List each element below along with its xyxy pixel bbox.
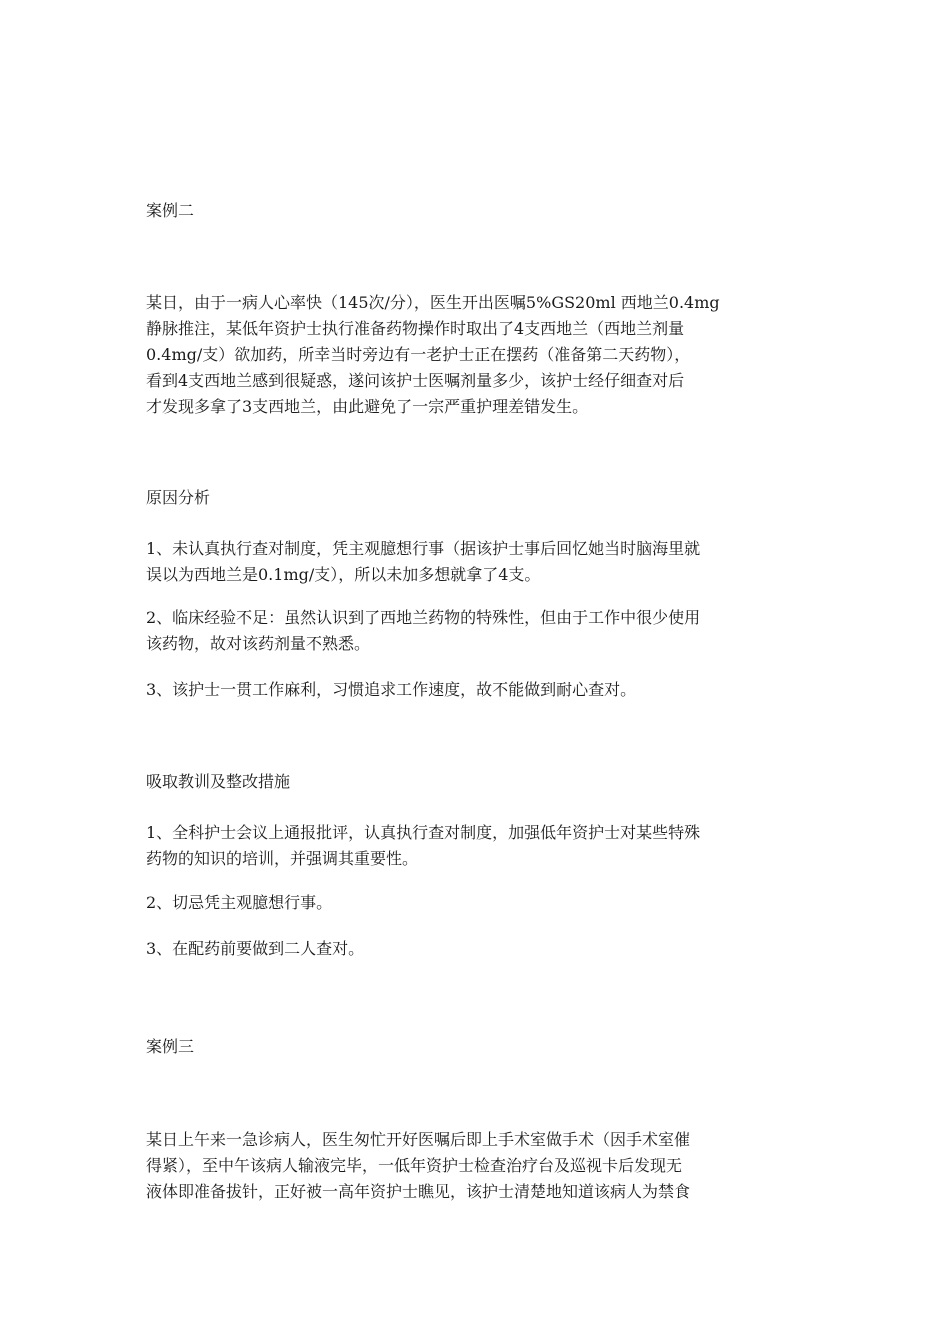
lesson-item-1-line-1: 1、全科护士会议上通报批评，认真执行查对制度，加强低年资护士对某些特殊 bbox=[146, 823, 701, 842]
case-two-heading: 案例二 bbox=[146, 201, 195, 220]
case-two-line-4: 看到4支西地兰感到很疑惑，遂问该护士医嘱剂量多少，该护士经仔细查对后 bbox=[146, 371, 685, 390]
cause-item-1-line-2: 误以为西地兰是0.1mg/支），所以未加多想就拿了4支。 bbox=[146, 565, 541, 584]
cause-analysis-heading: 原因分析 bbox=[146, 488, 211, 507]
case-three-line-1: 某日上午来一急诊病人，医生匆忙开好医嘱后即上手术室做手术（因手术室催 bbox=[146, 1130, 691, 1149]
cause-item-2-line-1: 2、临床经验不足：虽然认识到了西地兰药物的特殊性，但由于工作中很少使用 bbox=[146, 608, 701, 627]
cause-item-3: 3、该护士一贯工作麻利，习惯追求工作速度，故不能做到耐心查对。 bbox=[146, 680, 637, 699]
case-three-line-3: 液体即准备拔针，正好被一高年资护士瞧见，该护士清楚地知道该病人为禁食 bbox=[146, 1182, 691, 1201]
cause-item-2-line-2: 该药物，故对该药剂量不熟悉。 bbox=[146, 634, 371, 653]
case-two-line-2: 静脉推注，某低年资护士执行准备药物操作时取出了4支西地兰（西地兰剂量 bbox=[146, 319, 685, 338]
cause-item-1-line-1: 1、未认真执行查对制度，凭主观臆想行事（据该护士事后回忆她当时脑海里就 bbox=[146, 539, 701, 558]
case-two-line-5: 才发现多拿了3支西地兰，由此避免了一宗严重护理差错发生。 bbox=[146, 397, 589, 416]
case-three-line-2: 得紧），至中午该病人输液完毕，一低年资护士检查治疗台及巡视卡后发现无 bbox=[146, 1156, 683, 1175]
lessons-heading: 吸取教训及整改措施 bbox=[146, 772, 291, 791]
case-two-line-3: 0.4mg/支）欲加药，所幸当时旁边有一老护士正在摆药（准备第二天药物）， bbox=[146, 345, 691, 364]
lesson-item-3: 3、在配药前要做到二人查对。 bbox=[146, 939, 365, 958]
case-three-heading: 案例三 bbox=[146, 1037, 195, 1056]
lesson-item-1-line-2: 药物的知识的培训，并强调其重要性。 bbox=[146, 849, 419, 868]
lesson-item-2: 2、切忌凭主观臆想行事。 bbox=[146, 893, 333, 912]
case-two-line-1: 某日，由于一病人心率快（145次/分），医生开出医嘱5%GS20ml 西地兰0.4mg bbox=[146, 293, 720, 312]
